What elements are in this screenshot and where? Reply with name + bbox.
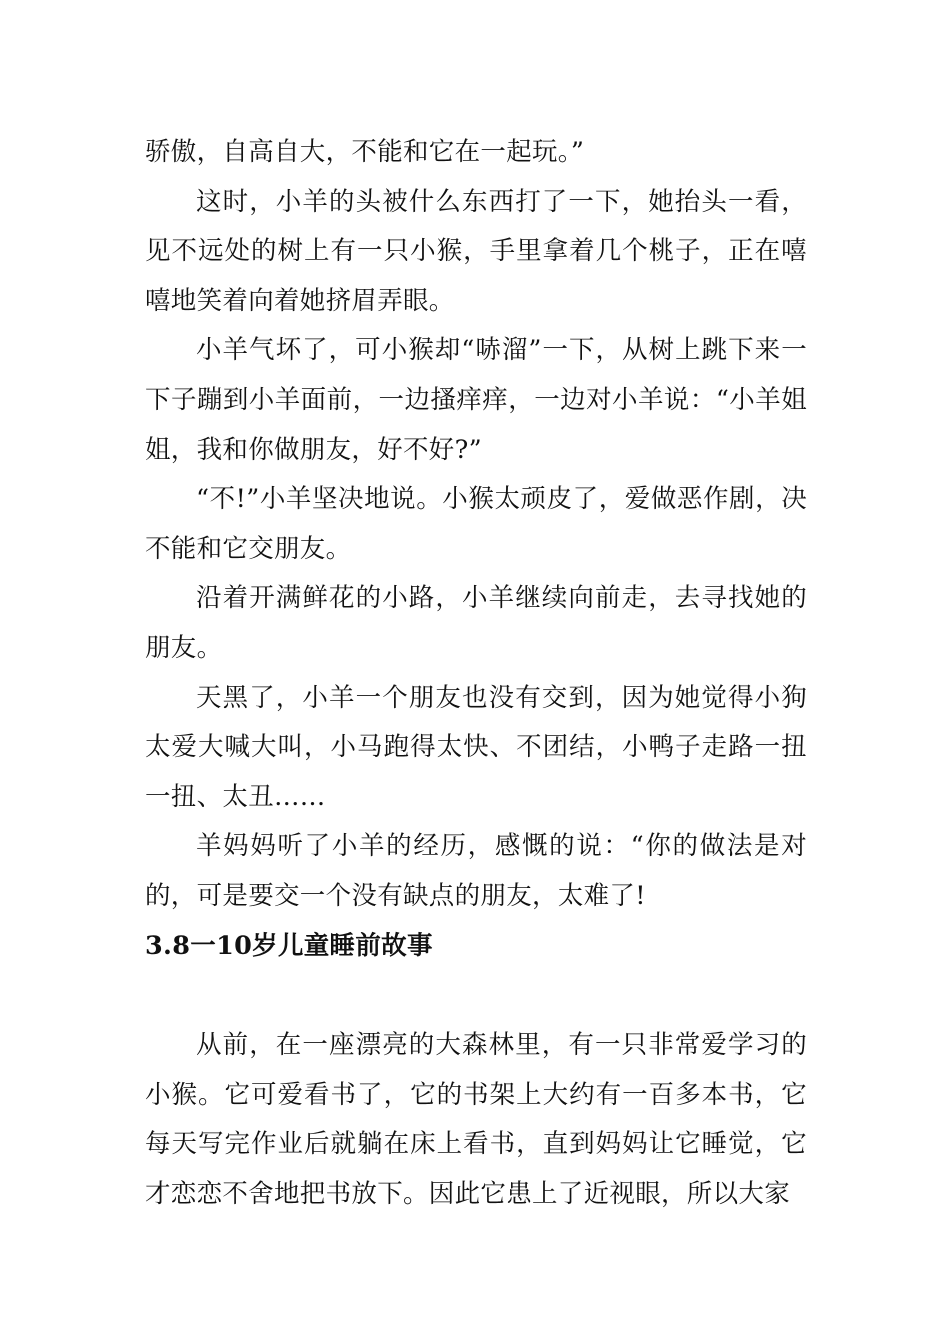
story-paragraph: 天黑了，小羊一个朋友也没有交到，因为她觉得小狗太爱大喊大叫，小马跑得太快、不团结，小鸭子走路一扭一扭、太丑…… bbox=[145, 682, 807, 812]
story-title: 3.8一10岁儿童睡前故事 bbox=[145, 930, 433, 961]
story-paragraph-continuation: 骄傲，自高自大，不能和它在一起玩。” bbox=[145, 137, 585, 167]
story-paragraph: 羊妈妈听了小羊的经历，感慨的说：“你的做法是对的，可是要交一个没有缺点的朋友，太难了! bbox=[145, 831, 807, 911]
story-paragraph: 小羊气坏了，可小猴却“哧溜”一下，从树上跳下来一下子蹦到小羊面前，一边搔痒痒，一边对小羊说：“小羊姐姐，我和你做朋友，好不好?” bbox=[145, 335, 807, 465]
document-page bbox=[145, 128, 807, 1219]
story-paragraph: 这时，小羊的头被什么东西打了一下，她抬头一看，见不远处的树上有一只小猴，手里拿着几个桃子，正在嘻嘻地笑着向着她挤眉弄眼。 bbox=[145, 186, 807, 316]
story-paragraph: 沿着开满鲜花的小路，小羊继续向前走，去寻找她的朋友。 bbox=[145, 583, 807, 663]
section-gap bbox=[145, 971, 807, 1021]
story-paragraph: 从前，在一座漂亮的大森林里，有一只非常爱学习的小猴。它可爱看书了，它的书架上大约有一百多本书，它每天写完作业后就躺在床上看书，直到妈妈让它睡觉，它才恋恋不舍地把书放下。因此它患上了近视眼，所以大家 bbox=[145, 1030, 807, 1209]
story-paragraph: “不!”小羊坚决地说。小猴太顽皮了，爱做恶作剧，决不能和它交朋友。 bbox=[145, 484, 807, 564]
